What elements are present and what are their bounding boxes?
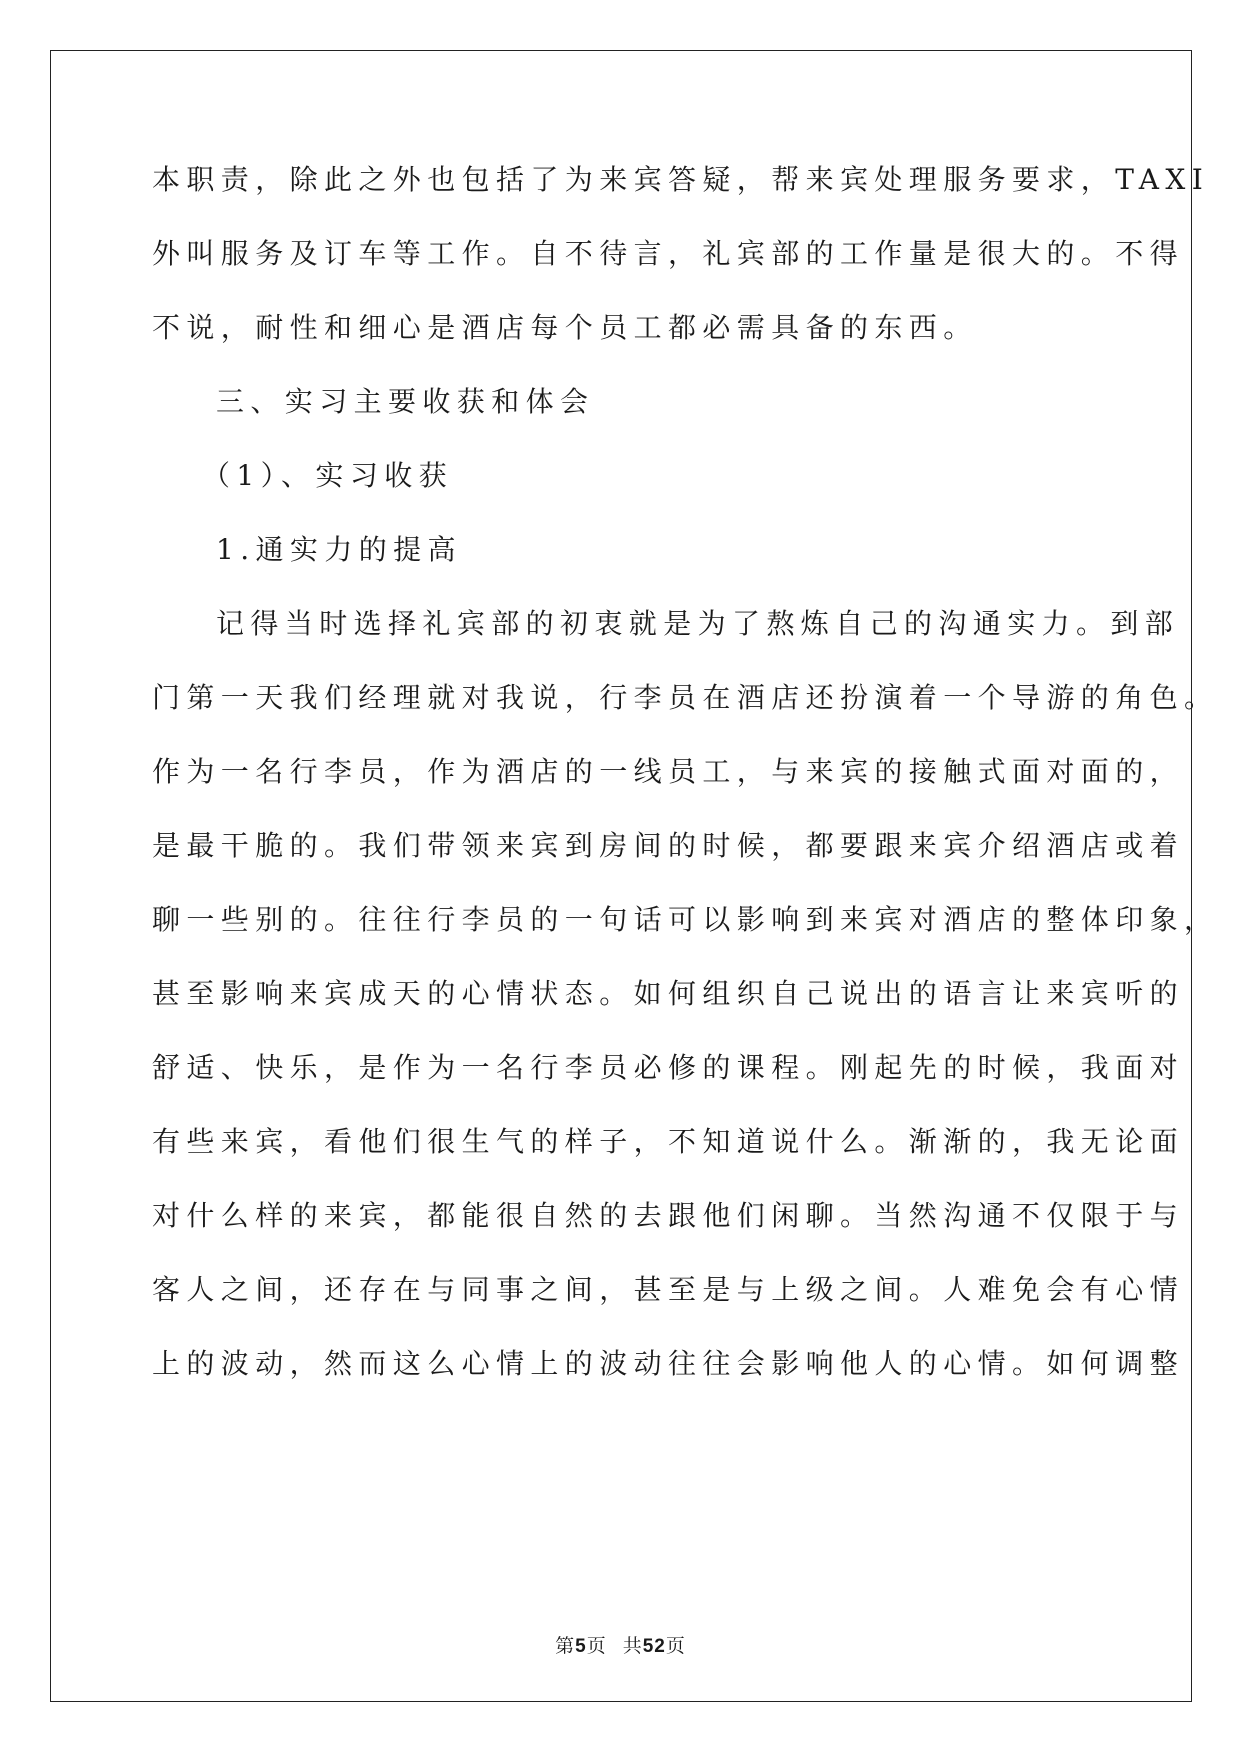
paragraph-line: 外叫服务及订车等工作。自不待言，礼宾部的工作量是很大的。不得 <box>152 237 1185 270</box>
total-suffix: 页 <box>665 1635 686 1657</box>
paragraph-line: 门第一天我们经理就对我说，行李员在酒店还扮演着一个导游的角色。 <box>152 681 1219 714</box>
paragraph-line: 客人之间，还存在与同事之间，甚至是与上级之间。人难免会有心情 <box>152 1273 1185 1306</box>
page-border <box>50 50 1192 1702</box>
item-heading: 1.通实力的提高 <box>216 533 462 566</box>
paragraph-line: 不说，耐性和细心是酒店每个员工都必需具备的东西。 <box>152 311 978 344</box>
page-prefix: 第 <box>555 1635 576 1657</box>
section-heading: 三、实习主要收获和体会 <box>216 385 595 418</box>
paragraph-line: 是最干脆的。我们带领来宾到房间的时候，都要跟来宾介绍酒店或着 <box>152 829 1185 862</box>
total-prefix: 共 <box>622 1635 643 1657</box>
paragraph-line: 聊一些别的。往往行李员的一句话可以影响到来宾对酒店的整体印象， <box>152 903 1219 936</box>
paragraph-line: 甚至影响来宾成天的心情状态。如何组织自己说出的语言让来宾听的 <box>152 977 1185 1010</box>
page-suffix: 页 <box>586 1635 607 1657</box>
total-pages: 52 <box>642 1636 666 1657</box>
page-footer <box>0 1634 1241 1659</box>
paragraph-line: 上的波动，然而这么心情上的波动往往会影响他人的心情。如何调整 <box>152 1347 1185 1380</box>
paragraph-line: 记得当时选择礼宾部的初衷就是为了熬炼自己的沟通实力。到部 <box>216 607 1180 640</box>
paragraph-line: 有些来宾，看他们很生气的样子，不知道说什么。渐渐的，我无论面 <box>152 1125 1185 1158</box>
paragraph-line: 舒适、快乐，是作为一名行李员必修的课程。刚起先的时候，我面对 <box>152 1051 1185 1084</box>
paragraph-line: 本职责，除此之外也包括了为来宾答疑，帮来宾处理服务要求，TAXI <box>152 163 1210 196</box>
subsection-heading: （1）、实习收获 <box>202 459 454 492</box>
page-number: 5 <box>575 1636 587 1657</box>
paragraph-line: 对什么样的来宾，都能很自然的去跟他们闲聊。当然沟通不仅限于与 <box>152 1199 1185 1232</box>
paragraph-line: 作为一名行李员，作为酒店的一线员工，与来宾的接触式面对面的， <box>152 755 1185 788</box>
